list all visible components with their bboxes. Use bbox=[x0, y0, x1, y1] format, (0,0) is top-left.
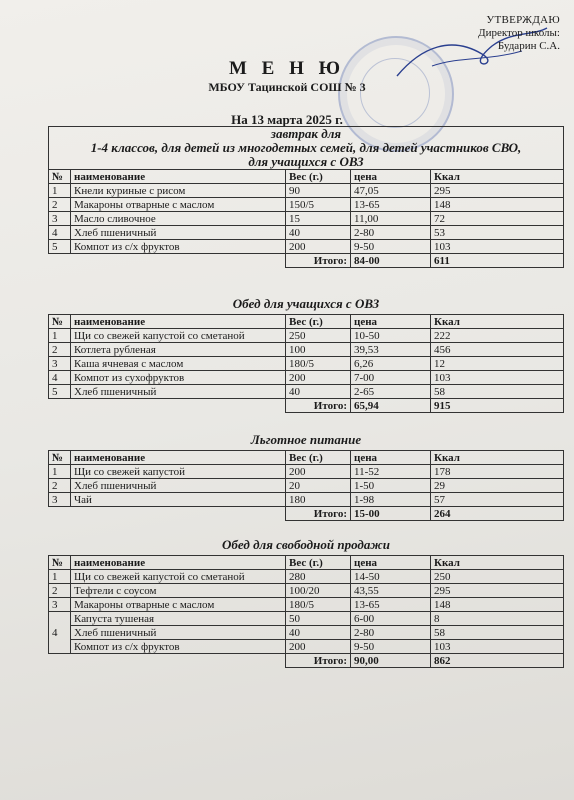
total-price: 15-00 bbox=[351, 507, 431, 521]
approval-signer: Бударин С.А. bbox=[497, 40, 560, 52]
cell-kcal: 103 bbox=[431, 240, 564, 254]
cell-num: 5 bbox=[49, 385, 71, 399]
total-label: Итого: bbox=[286, 507, 351, 521]
total-price: 65,94 bbox=[351, 399, 431, 413]
total-price: 90,00 bbox=[351, 654, 431, 668]
page-title: М Е Н Ю bbox=[228, 58, 346, 79]
cell-weight: 50 bbox=[286, 612, 351, 626]
cell-weight: 40 bbox=[286, 385, 351, 399]
table-row bbox=[49, 329, 564, 343]
cell-price: 14-50 bbox=[351, 570, 431, 584]
cell-weight: 180/5 bbox=[286, 357, 351, 371]
menu-date: На 13 марта 2025 г. bbox=[231, 112, 343, 127]
total-kcal: 611 bbox=[431, 254, 564, 268]
menu-table bbox=[48, 314, 564, 413]
cell-weight: 100/20 bbox=[286, 584, 351, 598]
section-subsidized bbox=[48, 433, 564, 521]
table-row bbox=[49, 640, 564, 654]
cell-name: Щи со свежей капустой со сметаной bbox=[71, 329, 286, 343]
cell-name: Макароны отварные с маслом bbox=[71, 598, 286, 612]
cell-num: 3 bbox=[49, 598, 71, 612]
cell-weight: 200 bbox=[286, 240, 351, 254]
cell-weight: 250 bbox=[286, 329, 351, 343]
col-weight: Вес (г.) bbox=[286, 315, 351, 329]
table-header-row bbox=[49, 315, 564, 329]
menu-table bbox=[48, 450, 564, 521]
cell-weight: 90 bbox=[286, 184, 351, 198]
cell-num: 3 bbox=[49, 212, 71, 226]
col-price: цена bbox=[351, 451, 431, 465]
table-header-row bbox=[49, 451, 564, 465]
col-kcal: Ккал bbox=[431, 451, 564, 465]
cell-kcal: 295 bbox=[431, 584, 564, 598]
cell-weight: 15 bbox=[286, 212, 351, 226]
section-breakfast bbox=[48, 126, 564, 268]
cell-price: 6,26 bbox=[351, 357, 431, 371]
cell-name: Макароны отварные с маслом bbox=[71, 198, 286, 212]
cell-name: Компот из с/х фруктов bbox=[71, 240, 286, 254]
cell-kcal: 12 bbox=[431, 357, 564, 371]
table-row bbox=[49, 479, 564, 493]
cell-price: 47,05 bbox=[351, 184, 431, 198]
cell-price: 7-00 bbox=[351, 371, 431, 385]
cell-num: 3 bbox=[49, 493, 71, 507]
cell-kcal: 8 bbox=[431, 612, 564, 626]
section-title: Обед для свободной продажи bbox=[222, 537, 390, 552]
table-row bbox=[49, 198, 564, 212]
cell-num: 4 bbox=[49, 371, 71, 385]
section-lunch-ovz bbox=[48, 297, 564, 413]
menu-table bbox=[48, 555, 564, 668]
cell-num: 2 bbox=[49, 584, 71, 598]
cell-kcal: 58 bbox=[431, 385, 564, 399]
cell-name: Кнели куриные с рисом bbox=[71, 184, 286, 198]
section-title-line: для учащихся с ОВЗ bbox=[248, 154, 364, 169]
col-name: наименование bbox=[71, 556, 286, 570]
total-row bbox=[49, 507, 564, 521]
total-row bbox=[49, 254, 564, 268]
cell-name: Хлеб пшеничный bbox=[71, 226, 286, 240]
school-name: МБОУ Тацинской СОШ № 3 bbox=[208, 80, 366, 94]
cell-name: Хлеб пшеничный bbox=[71, 479, 286, 493]
col-weight: Вес (г.) bbox=[286, 556, 351, 570]
col-name: наименование bbox=[71, 315, 286, 329]
col-num: № bbox=[49, 451, 71, 465]
col-num: № bbox=[49, 315, 71, 329]
total-kcal: 862 bbox=[431, 654, 564, 668]
total-row bbox=[49, 399, 564, 413]
cell-name: Каша ячневая с маслом bbox=[71, 357, 286, 371]
approval-block bbox=[478, 14, 560, 53]
table-row bbox=[49, 212, 564, 226]
cell-weight: 180 bbox=[286, 493, 351, 507]
cell-kcal: 250 bbox=[431, 570, 564, 584]
cell-num: 2 bbox=[49, 479, 71, 493]
col-kcal: Ккал bbox=[431, 170, 564, 184]
cell-kcal: 178 bbox=[431, 465, 564, 479]
cell-name: Чай bbox=[71, 493, 286, 507]
cell-name: Масло сливочное bbox=[71, 212, 286, 226]
cell-weight: 280 bbox=[286, 570, 351, 584]
cell-num: 4 bbox=[49, 612, 71, 654]
table-row bbox=[49, 240, 564, 254]
cell-price: 1-50 bbox=[351, 479, 431, 493]
cell-weight: 200 bbox=[286, 640, 351, 654]
col-num: № bbox=[49, 170, 71, 184]
cell-num: 1 bbox=[49, 570, 71, 584]
col-kcal: Ккал bbox=[431, 315, 564, 329]
col-price: цена bbox=[351, 315, 431, 329]
cell-price: 10-50 bbox=[351, 329, 431, 343]
section-title: Обед для учащихся с ОВЗ bbox=[232, 296, 380, 311]
section-free-sale bbox=[48, 538, 564, 668]
cell-num: 3 bbox=[49, 357, 71, 371]
cell-num: 2 bbox=[49, 198, 71, 212]
total-kcal: 264 bbox=[431, 507, 564, 521]
col-kcal: Ккал bbox=[431, 556, 564, 570]
cell-name: Хлеб пшеничный bbox=[71, 385, 286, 399]
approval-heading: УТВЕРЖДАЮ bbox=[486, 14, 560, 26]
cell-weight: 200 bbox=[286, 465, 351, 479]
cell-num: 1 bbox=[49, 465, 71, 479]
cell-weight: 200 bbox=[286, 371, 351, 385]
approval-position: Директор школы: bbox=[478, 27, 560, 39]
table-row bbox=[49, 598, 564, 612]
col-price: цена bbox=[351, 170, 431, 184]
cell-price: 2-80 bbox=[351, 226, 431, 240]
cell-kcal: 103 bbox=[431, 640, 564, 654]
cell-weight: 20 bbox=[286, 479, 351, 493]
cell-weight: 150/5 bbox=[286, 198, 351, 212]
col-weight: Вес (г.) bbox=[286, 451, 351, 465]
cell-price: 13-65 bbox=[351, 598, 431, 612]
cell-kcal: 222 bbox=[431, 329, 564, 343]
table-row bbox=[49, 357, 564, 371]
cell-weight: 180/5 bbox=[286, 598, 351, 612]
cell-name: Щи со свежей капустой со сметаной bbox=[71, 570, 286, 584]
section-title-line: 1-4 классов, для детей из многодетных семей, для детей участников СВО, bbox=[90, 140, 522, 155]
cell-kcal: 148 bbox=[431, 598, 564, 612]
cell-num: 4 bbox=[49, 226, 71, 240]
cell-name: Компот из с/х фруктов bbox=[71, 640, 286, 654]
cell-kcal: 456 bbox=[431, 343, 564, 357]
cell-price: 9-50 bbox=[351, 240, 431, 254]
section-title: Льготное питание bbox=[250, 432, 362, 447]
cell-weight: 40 bbox=[286, 626, 351, 640]
table-row bbox=[49, 612, 564, 626]
menu-table bbox=[48, 169, 564, 268]
table-row bbox=[49, 493, 564, 507]
table-header-row bbox=[49, 556, 564, 570]
cell-weight: 40 bbox=[286, 226, 351, 240]
table-row bbox=[49, 570, 564, 584]
table-header-row bbox=[49, 170, 564, 184]
cell-kcal: 29 bbox=[431, 479, 564, 493]
total-kcal: 915 bbox=[431, 399, 564, 413]
cell-price: 6-00 bbox=[351, 612, 431, 626]
cell-price: 11-52 bbox=[351, 465, 431, 479]
table-row bbox=[49, 343, 564, 357]
col-name: наименование bbox=[71, 451, 286, 465]
cell-price: 13-65 bbox=[351, 198, 431, 212]
cell-num: 2 bbox=[49, 343, 71, 357]
cell-kcal: 72 bbox=[431, 212, 564, 226]
cell-name: Капуста тушеная bbox=[71, 612, 286, 626]
cell-kcal: 148 bbox=[431, 198, 564, 212]
total-label: Итого: bbox=[286, 654, 351, 668]
col-num: № bbox=[49, 556, 71, 570]
cell-price: 9-50 bbox=[351, 640, 431, 654]
cell-name: Котлета рубленая bbox=[71, 343, 286, 357]
cell-kcal: 57 bbox=[431, 493, 564, 507]
cell-weight: 100 bbox=[286, 343, 351, 357]
table-row bbox=[49, 226, 564, 240]
cell-num: 5 bbox=[49, 240, 71, 254]
cell-price: 43,55 bbox=[351, 584, 431, 598]
section-title-line: завтрак для bbox=[270, 126, 342, 141]
cell-price: 1-98 bbox=[351, 493, 431, 507]
col-weight: Вес (г.) bbox=[286, 170, 351, 184]
total-price: 84-00 bbox=[351, 254, 431, 268]
cell-kcal: 53 bbox=[431, 226, 564, 240]
cell-kcal: 58 bbox=[431, 626, 564, 640]
table-row bbox=[49, 371, 564, 385]
total-row bbox=[49, 654, 564, 668]
cell-price: 11,00 bbox=[351, 212, 431, 226]
table-row bbox=[49, 626, 564, 640]
cell-name: Компот из сухофруктов bbox=[71, 371, 286, 385]
cell-price: 2-80 bbox=[351, 626, 431, 640]
table-row bbox=[49, 584, 564, 598]
col-price: цена bbox=[351, 556, 431, 570]
cell-kcal: 103 bbox=[431, 371, 564, 385]
table-row bbox=[49, 184, 564, 198]
total-label: Итого: bbox=[286, 399, 351, 413]
cell-name: Щи со свежей капустой bbox=[71, 465, 286, 479]
cell-price: 39,53 bbox=[351, 343, 431, 357]
cell-kcal: 295 bbox=[431, 184, 564, 198]
cell-name: Хлеб пшеничный bbox=[71, 626, 286, 640]
cell-price: 2-65 bbox=[351, 385, 431, 399]
total-label: Итого: bbox=[286, 254, 351, 268]
cell-num: 1 bbox=[49, 329, 71, 343]
col-name: наименование bbox=[71, 170, 286, 184]
cell-name: Тефтели с соусом bbox=[71, 584, 286, 598]
cell-num: 1 bbox=[49, 184, 71, 198]
table-row bbox=[49, 385, 564, 399]
table-row bbox=[49, 465, 564, 479]
